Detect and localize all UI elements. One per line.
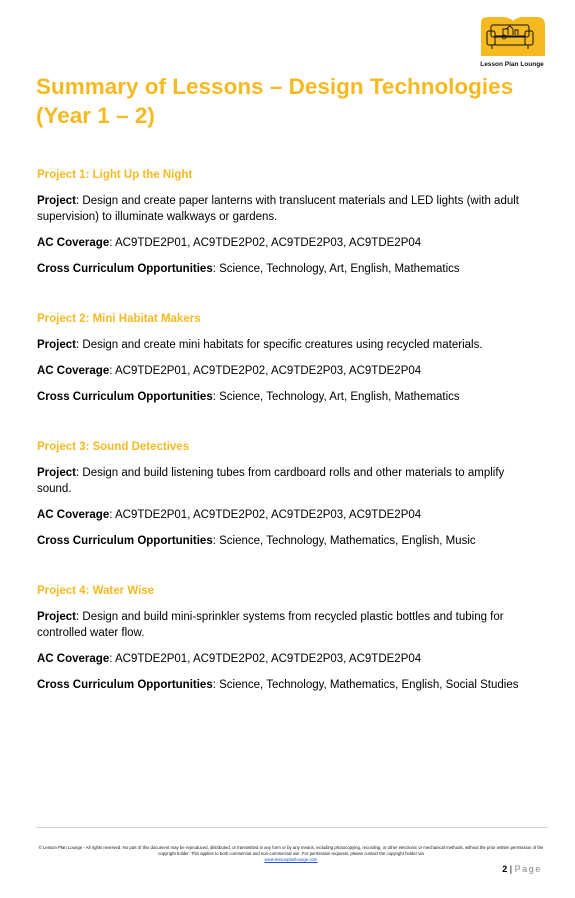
project-label: Project xyxy=(37,467,76,479)
ac-text: : AC9TDE2P01, AC9TDE2P02, AC9TDE2P03, AC9TDE2P04 xyxy=(109,509,422,521)
ac-label: AC Coverage xyxy=(37,237,110,249)
copyright-text: © Lesson Plan Lounge - All rights reserved. No part of this document may be reproduced, distributed, or transmitted in any form or by any means, including photocopying, recording, or other electronic or mechanical methods, without the prior written permission of the copyright holder. This applies to both commercial and non-commercial use. For permission requests, please contact the copyright holder via xyxy=(38,845,544,856)
project-section xyxy=(37,312,537,415)
ac-text: : AC9TDE2P01, AC9TDE2P02, AC9TDE2P03, AC9TDE2P04 xyxy=(109,653,422,665)
couch-logo-icon xyxy=(477,16,547,62)
website-link[interactable]: www.lessonplanlounge.com xyxy=(264,857,318,862)
cc-label: Cross Curriculum Opportunities xyxy=(37,391,213,403)
project-heading: Project 4: Water Wise xyxy=(37,585,155,597)
project-label: Project xyxy=(37,339,76,351)
page-number xyxy=(502,864,542,874)
project-description xyxy=(37,193,537,225)
project-description xyxy=(37,337,537,353)
project-text: : Design and create mini habitats for specific creatures using recycled materials. xyxy=(76,339,483,351)
cross-curriculum xyxy=(37,677,537,693)
ac-label: AC Coverage xyxy=(37,509,110,521)
ac-text: : AC9TDE2P01, AC9TDE2P02, AC9TDE2P03, AC9TDE2P04 xyxy=(109,365,422,377)
cc-label: Cross Curriculum Opportunities xyxy=(37,263,213,275)
project-section xyxy=(37,168,537,287)
project-section xyxy=(37,440,537,559)
cc-text: : Science, Technology, Art, English, Mathematics xyxy=(212,263,460,275)
ac-coverage xyxy=(37,507,537,523)
cc-label: Cross Curriculum Opportunities xyxy=(37,535,213,547)
ac-text: : AC9TDE2P01, AC9TDE2P02, AC9TDE2P03, AC9TDE2P04 xyxy=(109,237,422,249)
footer-copyright xyxy=(36,845,546,863)
ac-coverage xyxy=(37,363,537,379)
project-text: : Design and build listening tubes from cardboard rolls and other materials to amplify sound. xyxy=(37,467,505,495)
cross-curriculum xyxy=(37,389,537,405)
project-text: : Design and build mini-sprinkler systems from recycled plastic bottles and tubing for controlled water flow. xyxy=(37,611,504,639)
project-heading: Project 3: Sound Detectives xyxy=(37,441,190,453)
project-description xyxy=(37,465,537,497)
cc-label: Cross Curriculum Opportunities xyxy=(37,679,213,691)
ac-coverage xyxy=(37,651,537,667)
project-label: Project xyxy=(37,195,76,207)
cc-text: : Science, Technology, Art, English, Mathematics xyxy=(212,391,460,403)
ac-coverage xyxy=(37,235,537,251)
project-heading: Project 2: Mini Habitat Makers xyxy=(37,313,201,325)
cross-curriculum xyxy=(37,533,537,549)
ac-label: AC Coverage xyxy=(37,653,110,665)
logo-text: Lesson Plan Lounge xyxy=(480,61,544,68)
project-heading: Project 1: Light Up the Night xyxy=(37,169,193,181)
project-section xyxy=(37,584,537,703)
page-number-value: 2 xyxy=(502,864,508,874)
cross-curriculum xyxy=(37,261,537,277)
footer-divider xyxy=(36,827,548,828)
page-title: Summary of Lessons – Design Technologies (Year 1 – 2) xyxy=(36,74,514,128)
page-word: Page xyxy=(514,864,542,874)
cc-text: : Science, Technology, Mathematics, English, Social Studies xyxy=(212,679,519,691)
logo xyxy=(477,16,547,72)
project-text: : Design and create paper lanterns with translucent materials and LED lights (with adult supervision) to illuminate walkways or gardens. xyxy=(37,195,519,223)
page-separator: | xyxy=(507,864,515,874)
project-description xyxy=(37,609,537,641)
cc-text: : Science, Technology, Mathematics, English, Music xyxy=(212,535,476,547)
project-label: Project xyxy=(37,611,76,623)
ac-label: AC Coverage xyxy=(37,365,110,377)
